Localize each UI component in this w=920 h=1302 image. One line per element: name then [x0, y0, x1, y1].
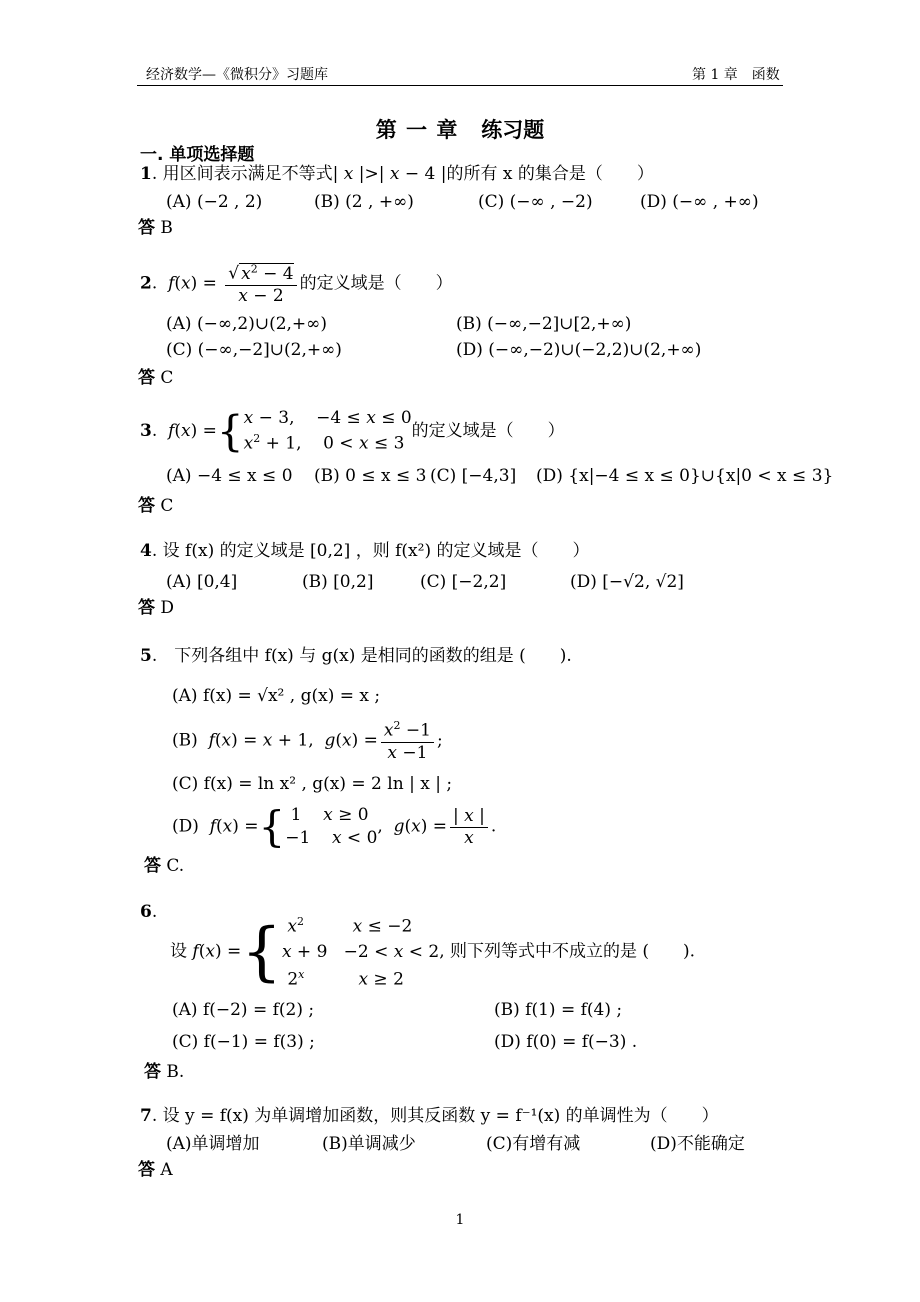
q7-option-c: (C)有增有减 [486, 1134, 581, 1154]
q5-option-a: (A) f(x) = √x² , g(x) = x ; [172, 686, 381, 706]
q4-option-d: (D) [−√2, √2] [570, 572, 684, 592]
q5-option-b: (B) f(x) = x + 1, g(x) = $\frac{x^2 -1}{x -1}$ ; [172, 719, 443, 763]
fraction: $\frac{√ x^2 - 4}{x - 2}$ [225, 263, 296, 305]
question-6: 设 f(x) ={ $x^2$ x ≤ −2 x + 9 −2 < x < 2 2$^x$ x ≥ 2 , 则下列等式中不成立的是 ( ). [170, 915, 696, 990]
q3-option-d: (D) {x|−4 ≤ x ≤ 0}∪{x|0 < x ≤ 3} [536, 466, 834, 486]
q6-answer: 答 B. [144, 1062, 185, 1082]
q4-answer: 答 D [138, 598, 175, 618]
question-1: 1. 用区间表示满足不等式| x |>| x − 4 |的所有 x 的集合是（ ） [140, 164, 654, 184]
q1-option-a: (A) (−2 , 2) [166, 192, 263, 212]
q2-option-b: (B) (−∞,−2]∪[2,+∞) [456, 314, 632, 334]
q2-option-c: (C) (−∞,−2]∪(2,+∞) [166, 340, 342, 360]
q4-option-a: (A) [0,4] [166, 572, 238, 592]
q6-option-c: (C) f(−1) = f(3) ; [172, 1032, 315, 1052]
header-rule [137, 85, 783, 86]
q1-option-c: (C) (−∞ , −2) [478, 192, 593, 212]
page-number: 1 [455, 1212, 465, 1228]
q2-option-a: (A) (−∞,2)∪(2,+∞) [166, 314, 327, 334]
q4-option-b: (B) [0,2] [302, 572, 374, 592]
q2-answer: 答 C [138, 368, 174, 388]
question-7: 7. 设 y = f(x) 为单调增加函数，则其反函数 y = f⁻¹(x) 的单调性为（ ） [140, 1106, 719, 1126]
q7-answer: 答 A [138, 1160, 173, 1180]
q6-option-b: (B) f(1) = f(4) ; [494, 1000, 623, 1020]
page-title: 第 一 章 练习题 [375, 118, 545, 142]
q7-option-a: (A)单调增加 [166, 1134, 260, 1154]
question-2: 2. f(x) = $\frac{√ x^2 - 4}{x - 2}$ 的定义域是（ ） [140, 262, 453, 306]
q4-option-c: (C) [−2,2] [420, 572, 507, 592]
q6-option-a: (A) f(−2) = f(2) ; [172, 1000, 315, 1020]
q3-answer: 答 C [138, 496, 174, 516]
question-4: 4. 设 f(x) 的定义域是 [0,2] ，则 f(x²) 的定义域是（ ） [140, 541, 590, 561]
section-heading: 一. 单项选择题 [140, 145, 255, 165]
header-left: 经济数学—《微积分》习题库 [146, 67, 328, 83]
q5-option-c: (C) f(x) = ln x² , g(x) = 2 ln | x | ; [172, 774, 453, 794]
q5-answer: 答 C. [144, 856, 185, 876]
q2-option-d: (D) (−∞,−2)∪(−2,2)∪(2,+∞) [456, 340, 702, 360]
question-5: 5. 下列各组中 f(x) 与 g(x) 是相同的函数的组是 ( ). [140, 646, 572, 666]
q1-answer: 答 B [138, 218, 173, 238]
q3-option-b: (B) 0 ≤ x ≤ 3 [314, 466, 427, 486]
header-right: 第 1 章 函数 [692, 67, 780, 83]
q6-option-d: (D) f(0) = f(−3) . [494, 1032, 638, 1052]
q3-option-c: (C) [−4,3] [430, 466, 517, 486]
question-3: 3. f(x) ={ x − 3, −4 ≤ x ≤ 0 $x^2 + 1$, 0 < x ≤ 3 的定义域是（ ） [140, 406, 565, 456]
question-6-number: 6. [140, 902, 158, 922]
q1-option-d: (D) (−∞ , +∞) [640, 192, 759, 212]
q7-option-b: (B)单调减少 [322, 1134, 416, 1154]
q7-option-d: (D)不能确定 [650, 1134, 745, 1154]
q3-option-a: (A) −4 ≤ x ≤ 0 [166, 466, 293, 486]
q5-option-d: (D) f(x) ={ 1 x ≥ 0 −1 x < 0 , g(x) = $\frac{| x |}{x}$ . [172, 802, 497, 851]
q1-option-b: (B) (2 , +∞) [314, 192, 414, 212]
